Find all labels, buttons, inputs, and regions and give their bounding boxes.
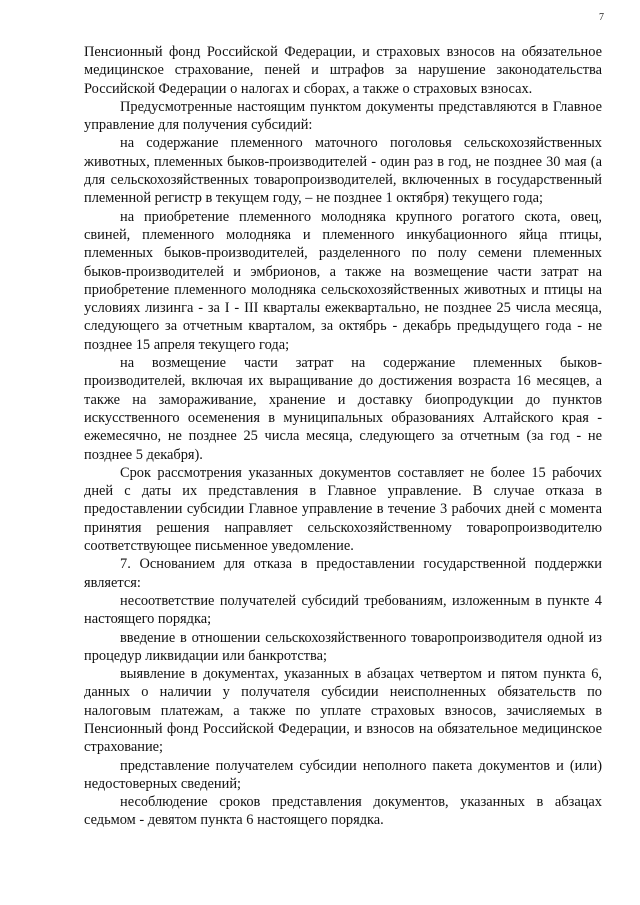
paragraph-refusal-grounds: 7. Основанием для отказа в предоставлении государственной поддержки является: xyxy=(84,556,602,591)
paragraph-ground-deadlines: несоблюдение сроков представления документов, указанных в абзацах седьмом - девятом пункта 6 настоящего порядка. xyxy=(84,794,602,829)
paragraph-bull-costs: на возмещение части затрат на содержание племенных быков-производителей, включая их выращивание до достижения возраста 16 месяцев, а также на замораживание, хранение и доставку биопродукции до пунктов искусственного осеменения в муниципальных образованиях Алтайского края - ежемесячно, не позднее 25 числа месяца, следующего за отчетным (за год - не позднее 5 декабря). xyxy=(84,355,602,463)
paragraph-maintenance: на содержание племенного маточного поголовья сельскохозяйственных животных, племенных быков-производителей - один раз в год, не позднее 30 мая (а для сельскохозяйственных товаропроизводителей, включенных в государственный племенной регистр в текущем году, – не позднее 1 октября) текущего года; xyxy=(84,135,602,207)
paragraph-acquisition: на приобретение племенного молодняка крупного рогатого скота, овец, свиней, племенного молодняка и племенного инкубационного яйца птицы, племенных быков-производителей, разделенного по полу семени племенных быков-производителей и эмбрионов, а также на возмещение части затрат на приобретение племенного молодняка сельскохозяйственных животных и птицы на условиях лизинга - за I - III кварталы ежеквартально, не позднее 25 числа месяца, следующего за отчетным кварталом, за октябрь - декабрь предыдущего года - не позднее 15 апреля текущего года; xyxy=(84,208,602,353)
page-number: 7 xyxy=(599,12,604,23)
paragraph-documents-intro: Предусмотренные настоящим пунктом документы представляются в Главное управление для получения субсидий: xyxy=(84,98,602,134)
paragraph-review-period: Срок рассмотрения указанных документов составляет не более 15 рабочих дней с даты их представления в Главное управление. В случае отказа в предоставлении субсидии Главное управление в течение 3 рабочих дней с момента принятия решения направляет сельскохозяйственному товаропроизводителю соответствующее письменное уведомление. xyxy=(84,464,602,555)
document-body xyxy=(84,43,602,830)
paragraph-ground-debts: выявление в документах, указанных в абзацах четвертом и пятом пункта 6, данных о наличии у получателя субсидии неисполненных обязательств по налоговым платежам, а также по уплате страховых взносов, зачисляемых в Пенсионный фонд Российской Федерации, и взносов на обязательное медицинское страхование; xyxy=(84,666,602,756)
paragraph-ground-nonconformity: несоответствие получателей субсидий требованиям, изложенным в пункте 4 настоящего порядка; xyxy=(84,592,602,628)
paragraph-continuation: Пенсионный фонд Российской Федерации, и страховых взносов на обязательное медицинское страхование, пеней и штрафов за нарушение законодательства Российской Федерации о налогах и сборах, а также о страховых взносах. xyxy=(84,44,602,97)
paragraph-ground-incomplete: представление получателем субсидии неполного пакета документов и (или) недостоверных сведений; xyxy=(84,757,602,792)
paragraph-ground-liquidation: введение в отношении сельскохозяйственного товаропроизводителя одной из процедур ликвидации или банкротства; xyxy=(84,629,602,664)
